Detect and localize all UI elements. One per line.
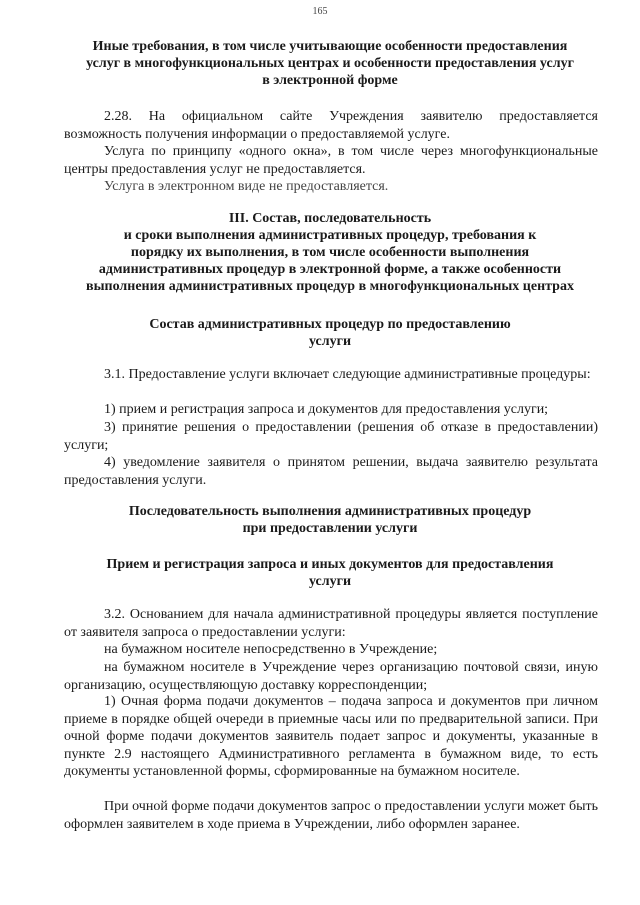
paragraph-electronic: Услуга в электронном виде не предоставляется.: [104, 179, 389, 194]
paragraph-paper-post: на бумажном носителе в Учреждение через организацию почтовой связи, иную организацию, осуществляющую доставку корреспонденции;: [64, 660, 598, 693]
paragraph-in-person-2: При очной форме подачи документов запрос о предоставлении услуги может быть оформлен заявителем в ходе приема в Учреждении, либо оформлен заранее.: [64, 799, 598, 832]
heading-line: Иные требования, в том числе учитывающие особенности предоставления: [92, 39, 568, 54]
paragraph-2-28: 2.28. На официальном сайте Учреждения заявителю предоставляется возможность получения информации о предоставляемой услуге.: [64, 109, 598, 142]
heading-line: выполнения административных процедур в многофункциональных центрах: [86, 279, 574, 294]
heading-section-3: [50, 210, 610, 295]
subheading-sequence: [60, 503, 600, 537]
heading-line: административных процедур в электронной форме, а также особенности: [98, 262, 562, 277]
heading-line: порядку их выполнения, в том числе особенности выполнения: [130, 245, 530, 260]
heading-line: услуг в многофункциональных центрах и особенности предоставления услуг: [86, 56, 574, 71]
paragraph-one-window: Услуга по принципу «одного окна», в том числе через многофункциональные центры предоставления услуг не предоставляется.: [64, 144, 598, 177]
heading-line: III. Состав, последовательность: [228, 211, 432, 226]
heading-line: при предоставлении услуги: [242, 521, 418, 536]
paragraph-3-1: 3.1. Предоставление услуги включает следующие административные процедуры:: [104, 367, 591, 382]
heading-line: услуги: [308, 334, 352, 349]
heading-other-requirements: [60, 38, 600, 89]
subheading-composition: [60, 316, 600, 350]
heading-line: услуги: [308, 574, 352, 589]
heading-line: Прием и регистрация запроса и иных документов для предоставления: [106, 557, 554, 572]
heading-line: Последовательность выполнения административных процедур: [128, 504, 532, 519]
subheading-reception: [60, 556, 600, 590]
heading-line: Состав административных процедур по предоставлению: [149, 317, 511, 332]
paragraph-3-2: 3.2. Основанием для начала административной процедуры является поступление от заявителя запроса о предоставлении услуги:: [64, 607, 598, 640]
heading-line: и сроки выполнения административных процедур, требования к: [123, 228, 537, 243]
page-number: 165: [312, 6, 328, 17]
paragraph-in-person: 1) Очная форма подачи документов – подача запроса и документов при личном приеме в порядке общей очереди в приемные часы или по предварительной записи. При очной форме подачи документов заявитель подает запрос и документы, указанные в пункте 2.9 настоящего Административного регламента в бумажном виде, то есть документы установленной формы, сформированные на бумажном носителе.: [64, 694, 598, 779]
heading-line: в электронной форме: [262, 73, 398, 88]
list-item-1: 1) прием и регистрация запроса и документов для предоставления услуги;: [104, 402, 549, 417]
list-item-3: 3) принятие решения о предоставлении (решения об отказе в предоставлении) услуги;: [64, 420, 598, 453]
list-item-4: 4) уведомление заявителя о принятом решении, выдача заявителю результата предоставления услуги.: [64, 455, 598, 488]
paragraph-paper-direct: на бумажном носителе непосредственно в Учреждение;: [104, 642, 438, 657]
